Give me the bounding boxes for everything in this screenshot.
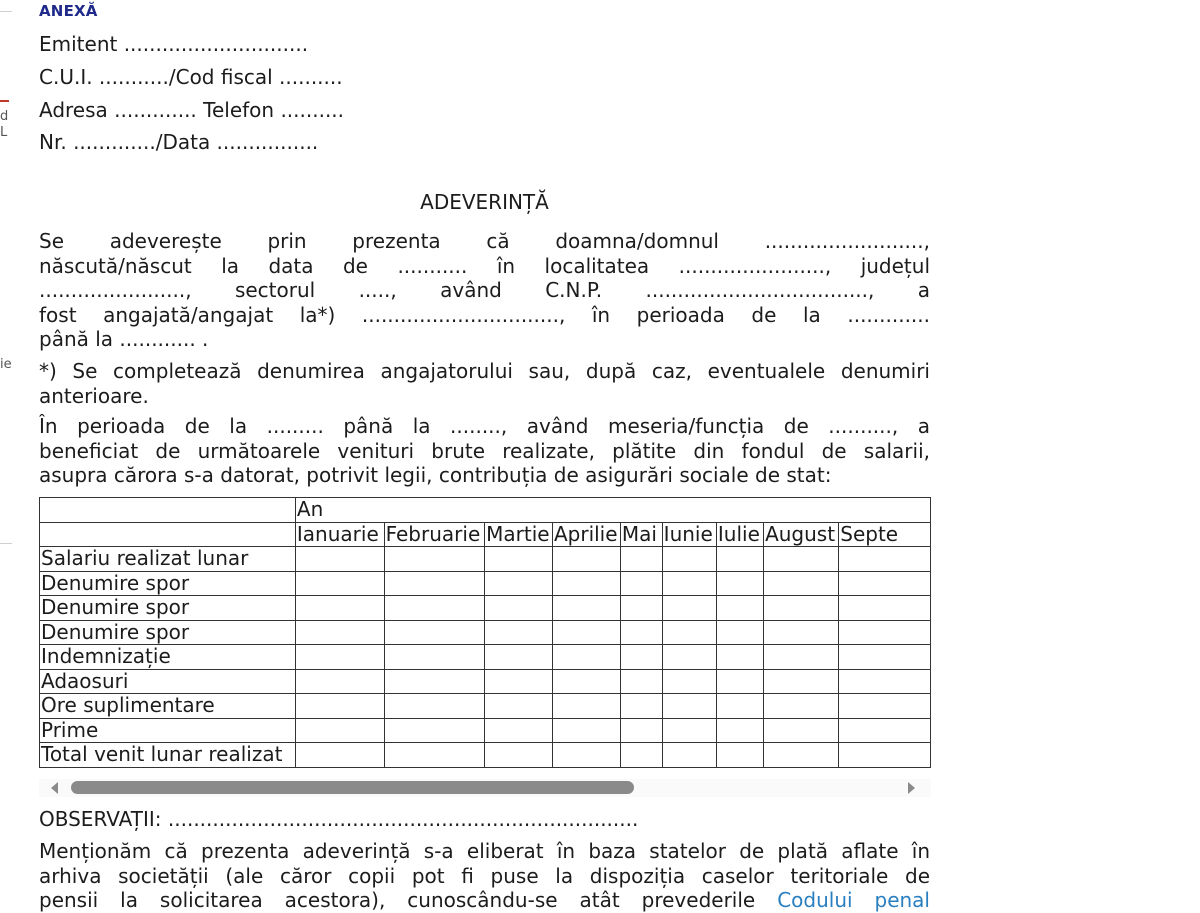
value-cell[interactable] — [620, 645, 662, 670]
value-cell[interactable] — [716, 645, 763, 670]
paragraph-line: Se adeverește prin prezenta că doamna/domnul ........................., — [39, 229, 930, 253]
row-label: Ore suplimentare — [40, 694, 296, 719]
penal-code-link[interactable]: Codului penal — [777, 888, 930, 912]
value-cell[interactable] — [662, 669, 716, 694]
table-row — [40, 547, 931, 572]
value-cell[interactable] — [620, 669, 662, 694]
value-cell[interactable] — [716, 620, 763, 645]
value-cell[interactable] — [384, 694, 485, 719]
table-row — [40, 718, 931, 743]
income-table-scroll-area[interactable] — [39, 497, 931, 777]
certification-paragraph — [39, 229, 930, 352]
edge-divider — [0, 11, 12, 12]
month-header: Iulie — [716, 522, 763, 547]
footnote — [39, 359, 930, 408]
paragraph-line — [39, 888, 930, 913]
row-label: Indemnizație — [40, 645, 296, 670]
paragraph-text: pensii la solicitarea acestora), cunoscându-se atât prevederile — [39, 888, 756, 912]
value-cell[interactable] — [384, 620, 485, 645]
value-cell[interactable] — [839, 694, 931, 719]
value-cell[interactable] — [295, 596, 384, 621]
value-cell[interactable] — [620, 718, 662, 743]
value-cell[interactable] — [716, 694, 763, 719]
value-cell[interactable] — [764, 571, 839, 596]
paragraph-line: până la ............ . — [39, 327, 209, 351]
footnote-line: *) Se completează denumirea angajatorului sau, după caz, eventualele denumiri — [39, 359, 930, 383]
income-paragraph — [39, 414, 930, 488]
value-cell[interactable] — [764, 596, 839, 621]
row-label: Prime — [40, 718, 296, 743]
value-cell[interactable] — [839, 743, 931, 768]
month-header: Iunie — [662, 522, 716, 547]
value-cell[interactable] — [295, 620, 384, 645]
issuer-line: Emitent ............................. — [39, 32, 309, 56]
month-header: Mai — [620, 522, 662, 547]
table-row — [40, 669, 931, 694]
value-cell[interactable] — [662, 743, 716, 768]
value-cell[interactable] — [552, 645, 620, 670]
number-date-line: Nr. ............./Data ................ — [39, 130, 319, 154]
value-cell[interactable] — [552, 547, 620, 572]
value-cell[interactable] — [485, 596, 553, 621]
value-cell[interactable] — [620, 743, 662, 768]
table-row — [40, 596, 931, 621]
mention-paragraph — [39, 839, 930, 913]
value-cell[interactable] — [485, 669, 553, 694]
value-cell[interactable] — [764, 718, 839, 743]
value-cell[interactable] — [384, 645, 485, 670]
horizontal-scrollbar[interactable] — [39, 779, 931, 797]
value-cell[interactable] — [839, 645, 931, 670]
value-cell[interactable] — [552, 718, 620, 743]
table-row — [40, 645, 931, 670]
table-row — [40, 620, 931, 645]
value-cell[interactable] — [295, 571, 384, 596]
month-header: Martie — [485, 522, 553, 547]
value-cell[interactable] — [662, 718, 716, 743]
cui-line: C.U.I. .........../Cod fiscal .......... — [39, 65, 343, 89]
value-cell[interactable] — [485, 571, 553, 596]
value-cell[interactable] — [552, 669, 620, 694]
paragraph-line: Menționăm că prezenta adeverință s-a eliberat în baza statelor de plată aflate în — [39, 839, 930, 863]
value-cell[interactable] — [839, 669, 931, 694]
year-header: An — [295, 498, 930, 523]
table-body — [40, 547, 931, 768]
edge-text: d — [0, 109, 9, 124]
observations-line: OBSERVAȚII: .......................................................................... — [39, 807, 639, 831]
value-cell[interactable] — [485, 694, 553, 719]
value-cell[interactable] — [662, 645, 716, 670]
row-label: Denumire spor — [40, 596, 296, 621]
value-cell[interactable] — [662, 596, 716, 621]
paragraph-line: În perioada de la ......... până la ........, având meseria/funcția de .........., a — [39, 414, 930, 438]
value-cell[interactable] — [716, 596, 763, 621]
value-cell[interactable] — [716, 718, 763, 743]
value-cell[interactable] — [295, 694, 384, 719]
value-cell[interactable] — [764, 694, 839, 719]
value-cell[interactable] — [716, 669, 763, 694]
row-label: Total venit lunar realizat — [40, 743, 296, 768]
value-cell[interactable] — [620, 596, 662, 621]
table-row — [40, 571, 931, 596]
value-cell[interactable] — [552, 694, 620, 719]
value-cell[interactable] — [839, 620, 931, 645]
value-cell[interactable] — [839, 596, 931, 621]
value-cell[interactable] — [764, 743, 839, 768]
value-cell[interactable] — [295, 669, 384, 694]
value-cell[interactable] — [764, 547, 839, 572]
value-cell[interactable] — [552, 596, 620, 621]
value-cell[interactable] — [384, 547, 485, 572]
document-title: ADEVERINȚĂ — [420, 190, 549, 214]
annex-label: ANEXĂ — [39, 2, 98, 20]
value-cell[interactable] — [620, 571, 662, 596]
value-cell[interactable] — [552, 571, 620, 596]
paragraph-line: beneficiat de următoarele venituri brute realizate, plătite din fondul de salarii, — [39, 438, 930, 463]
paragraph-line: născută/născut la data de ........... în localitatea ......................., județul — [39, 253, 930, 278]
scroll-left-arrow-icon[interactable] — [51, 782, 58, 794]
edge-text: L — [0, 125, 8, 140]
value-cell[interactable] — [764, 645, 839, 670]
row-label: Adaosuri — [40, 669, 296, 694]
value-cell[interactable] — [295, 645, 384, 670]
table-corner-cell — [40, 498, 296, 523]
edge-divider — [0, 543, 12, 544]
row-label: Salariu realizat lunar — [40, 547, 296, 572]
row-label: Denumire spor — [40, 571, 296, 596]
value-cell[interactable] — [552, 620, 620, 645]
table-corner-cell — [40, 522, 296, 547]
paragraph-line: asupra cărora s-a datorat, potrivit legii, contribuția de asigurări sociale de stat: — [39, 463, 832, 487]
value-cell[interactable] — [485, 547, 553, 572]
table-row — [40, 694, 931, 719]
month-header: Aprilie — [552, 522, 620, 547]
income-table — [39, 497, 931, 768]
value-cell[interactable] — [384, 669, 485, 694]
value-cell[interactable] — [839, 547, 931, 572]
value-cell[interactable] — [485, 743, 553, 768]
value-cell[interactable] — [295, 718, 384, 743]
value-cell[interactable] — [620, 547, 662, 572]
value-cell[interactable] — [764, 620, 839, 645]
value-cell[interactable] — [839, 718, 931, 743]
edge-red-bar — [0, 100, 9, 102]
month-header: Februarie — [384, 522, 485, 547]
value-cell[interactable] — [716, 571, 763, 596]
value-cell[interactable] — [552, 743, 620, 768]
row-label: Denumire spor — [40, 620, 296, 645]
value-cell[interactable] — [839, 571, 931, 596]
value-cell[interactable] — [485, 645, 553, 670]
table-year-row — [40, 498, 931, 523]
address-line: Adresa ............. Telefon .......... — [39, 98, 345, 122]
value-cell[interactable] — [485, 718, 553, 743]
value-cell[interactable] — [662, 547, 716, 572]
footnote-line: anterioare. — [39, 383, 149, 408]
value-cell[interactable] — [716, 547, 763, 572]
value-cell[interactable] — [384, 718, 485, 743]
value-cell[interactable] — [716, 743, 763, 768]
value-cell[interactable] — [384, 596, 485, 621]
value-cell[interactable] — [295, 547, 384, 572]
value-cell[interactable] — [485, 620, 553, 645]
value-cell[interactable] — [662, 694, 716, 719]
paragraph-line: arhiva societății (ale căror copii pot fi puse la dispoziția caselor teritoriale de — [39, 863, 930, 888]
paragraph-line: ......................., sectorul ....., având C.N.P. ..................................., a — [39, 278, 930, 302]
value-cell[interactable] — [384, 743, 485, 768]
month-header: Septe — [839, 522, 931, 547]
value-cell[interactable] — [662, 620, 716, 645]
left-edge-fragment — [0, 0, 30, 900]
scroll-right-arrow-icon[interactable] — [908, 782, 915, 794]
value-cell[interactable] — [620, 620, 662, 645]
edge-text: ie — [0, 357, 12, 372]
scrollbar-thumb[interactable] — [71, 781, 634, 794]
value-cell[interactable] — [384, 571, 485, 596]
value-cell[interactable] — [662, 571, 716, 596]
value-cell[interactable] — [295, 743, 384, 768]
value-cell[interactable] — [764, 669, 839, 694]
table-month-row — [40, 522, 931, 547]
table-row — [40, 743, 931, 768]
value-cell[interactable] — [620, 694, 662, 719]
paragraph-line: fost angajată/angajat la*) ..............................., în perioada de la ............. — [39, 302, 930, 327]
month-header: August — [764, 522, 839, 547]
month-header: Ianuarie — [295, 522, 384, 547]
